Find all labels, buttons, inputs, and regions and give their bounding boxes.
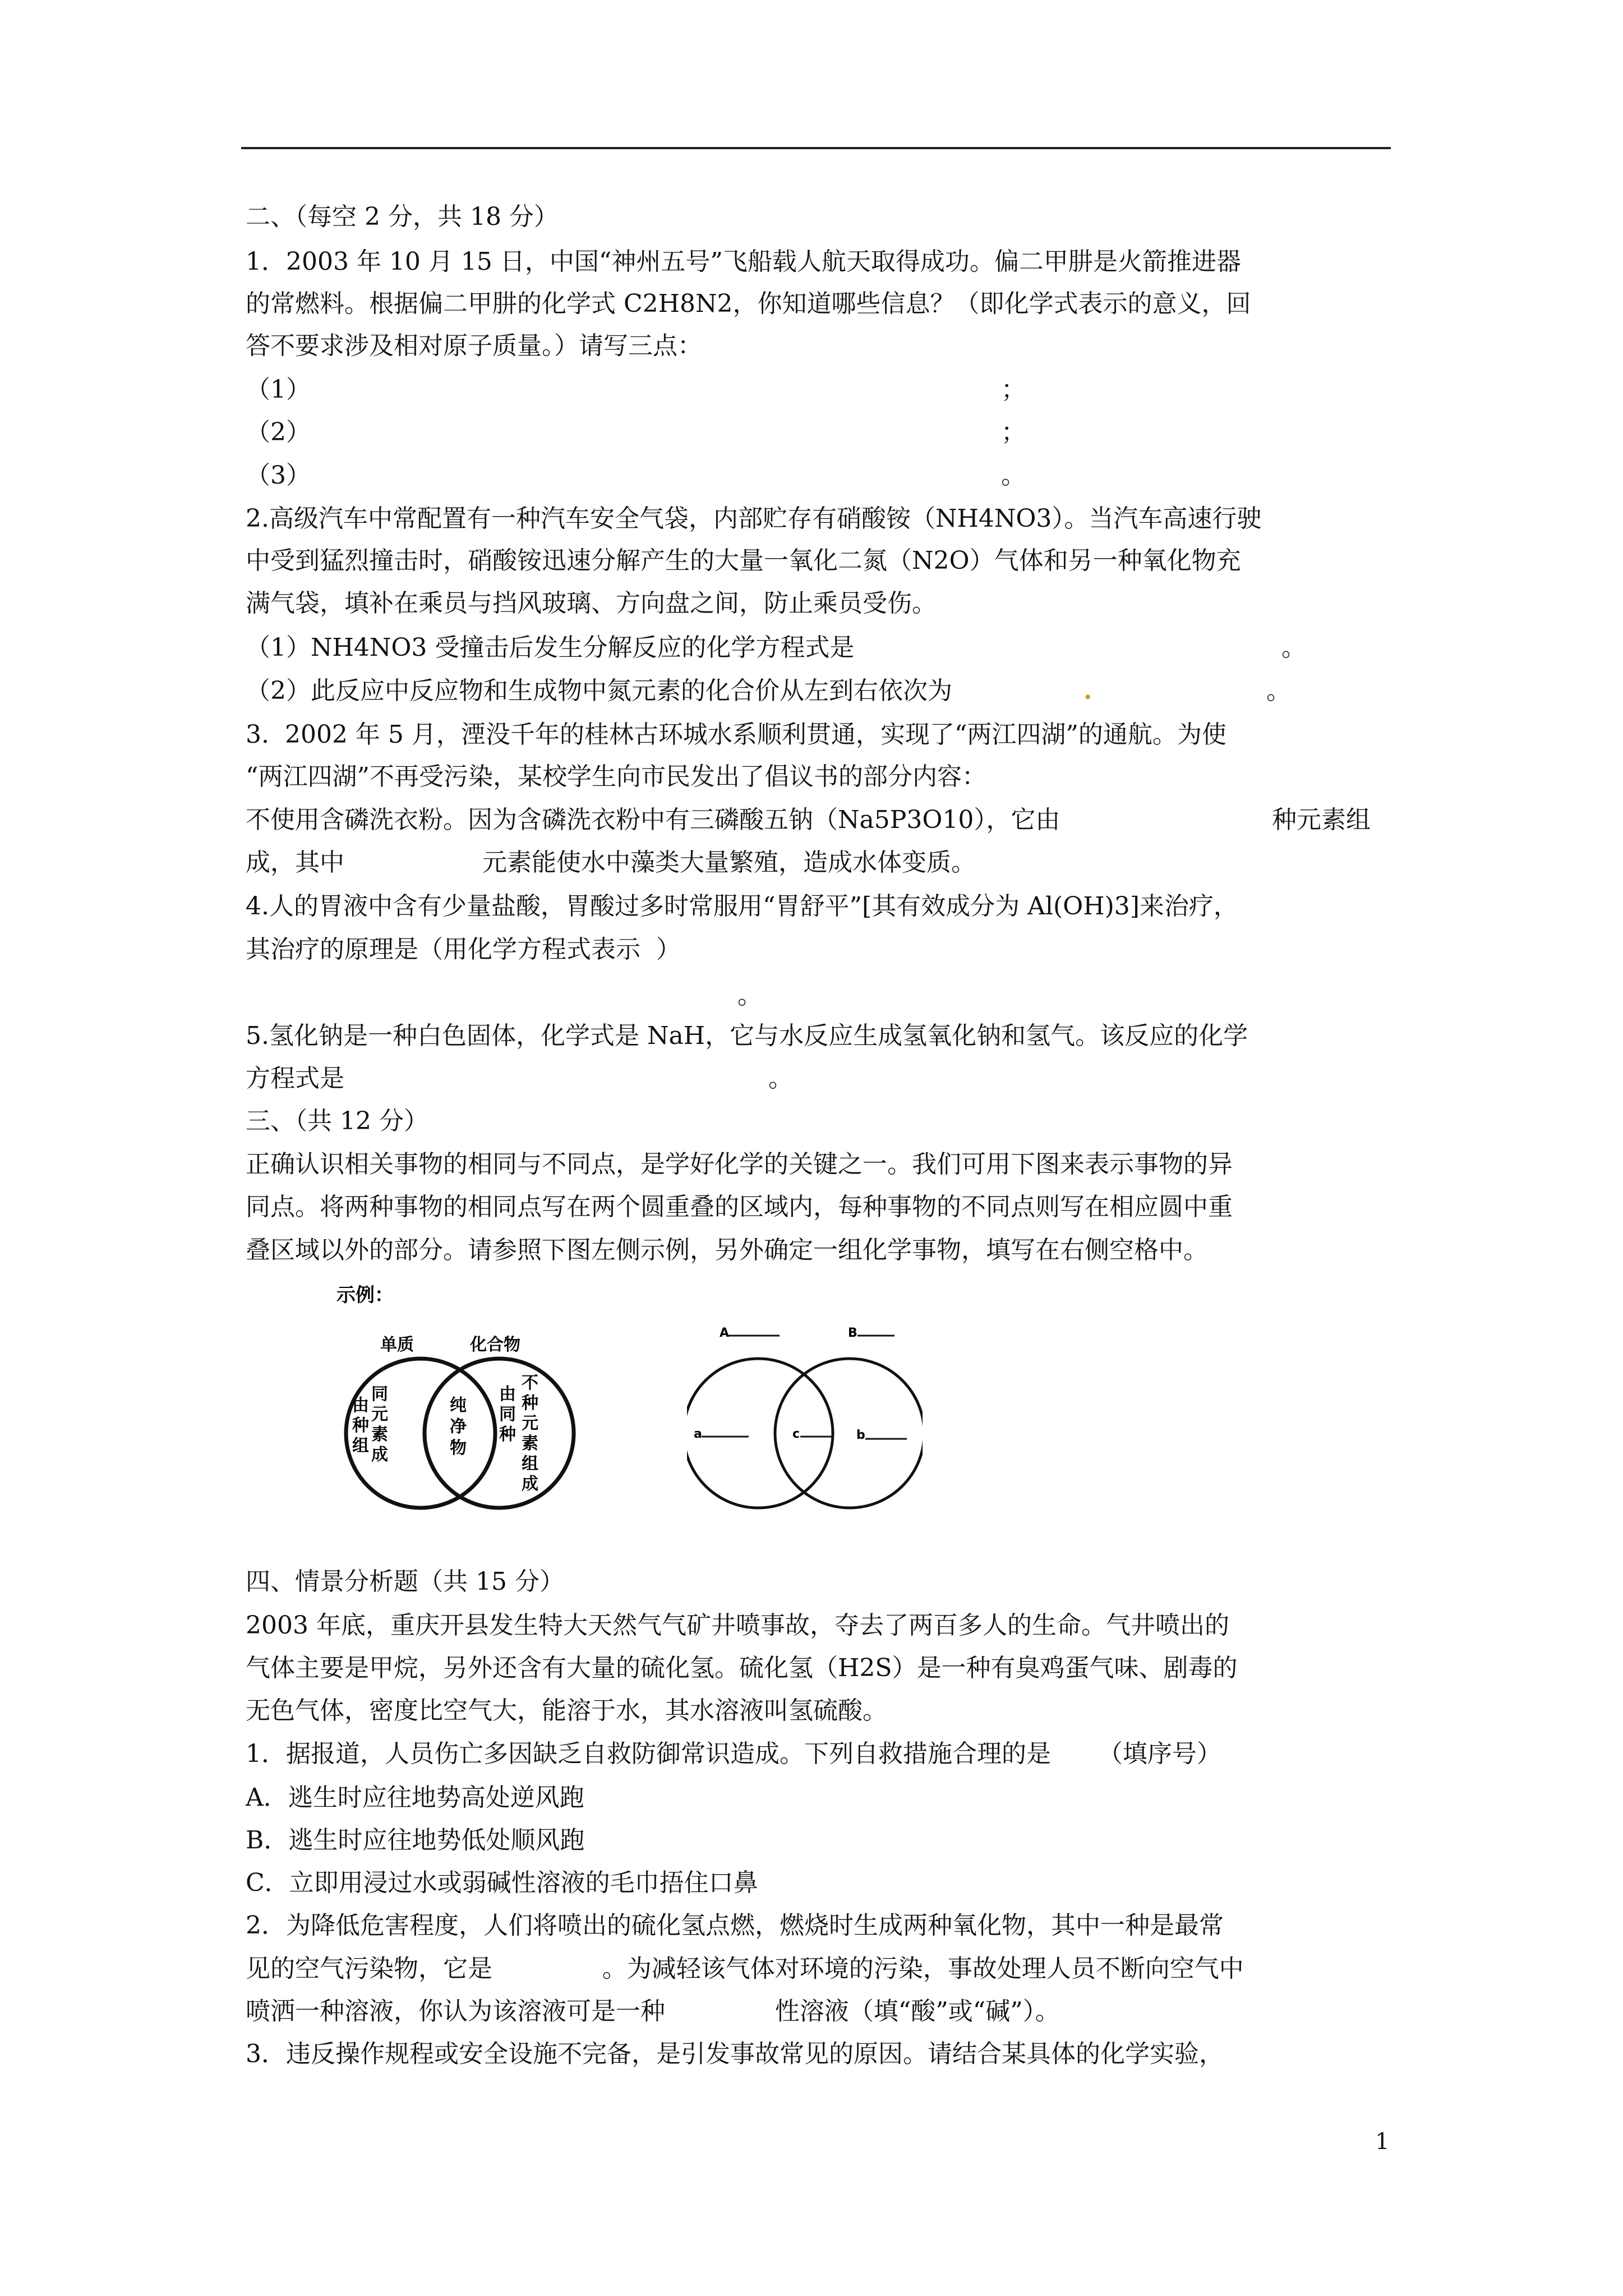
blank-right-label: b	[856, 1428, 865, 1442]
q3-line3b: 种元素组	[1272, 806, 1371, 834]
ex-middle-text: 纯净物	[450, 1396, 467, 1458]
q2-line1: 2.高级汽车中常配置有一种汽车安全气袋，内部贮存有硝酸铵（NH4NO3）。当汽车高速行驶	[246, 504, 1262, 533]
q2-line2: 中受到猛烈撞击时，硝酸铵迅速分解产生的大量一氧化二氮（N2O）气体和另一种氧化物充	[246, 546, 1241, 575]
ex-left-c1: 由种组	[352, 1396, 369, 1456]
q1-blank1-label: （1）	[246, 375, 311, 404]
blank-venn-diagram	[687, 1321, 923, 1534]
q1-blank1-end: ；	[1001, 375, 1026, 404]
example-right-label: 化合物	[470, 1335, 520, 1355]
q3-line4a: 成，其中	[246, 848, 344, 877]
q1-blank2-label: （2）	[246, 418, 311, 447]
s4-para-line3: 无色气体，密度比空气大，能溶于水，其水溶液叫氢硫酸。	[246, 1696, 887, 1725]
q5-line2-end: 。	[768, 1064, 793, 1093]
s4-q2-line1: 2．为降低危害程度，人们将喷出的硫化氢点燃，燃烧时生成两种氧化物，其中一种是最常	[246, 1911, 1224, 1940]
q1-blank3-label: （3）	[246, 461, 311, 490]
s4-para-line2: 气体主要是甲烷，另外还含有大量的硫化氢。硫化氢（H2S）是一种有臭鸡蛋气味、剧毒的	[246, 1654, 1238, 1682]
q2-line3: 满气袋，填补在乘员与挡风玻璃、方向盘之间，防止乘员受伤。	[246, 589, 937, 618]
q3-line4b: 元素能使水中藻类大量繁殖，造成水体变质。	[482, 848, 976, 877]
s4-q2-line2: 见的空气污染物，它是 。为减轻该气体对环境的污染，事故处理人员不断向空气中	[246, 1954, 1244, 1983]
blank-mid-label: c	[792, 1427, 800, 1441]
q3-line1: 3. 2002 年 5 月，湮没千年的桂林古环城水系顺利贯通，实现了“两江四湖”的通航。为使	[246, 720, 1227, 749]
q1-line3: 答不要求涉及相对原子质量。）请写三点：	[246, 332, 702, 360]
q5-line1: 5.氢化钠是一种白色固体，化学式是 NaH，它与水反应生成氢氧化钠和氢气。该反应的化学	[246, 1022, 1248, 1050]
section2-heading: 二、（每空 2 分，共 18 分）	[246, 203, 559, 231]
example-left-label: 单质	[380, 1335, 414, 1355]
q1-line1: 1．2003 年 10 月 15 日，中国“神州五号”飞船载人航天取得成功。偏二甲肼是火箭推进器	[246, 247, 1241, 276]
s4-option-c: C．立即用浸过水或弱碱性溶液的毛巾捂住口鼻	[246, 1869, 758, 1897]
s4-para-line1: 2003 年底，重庆开县发生特大天然气气矿井喷事故，夺去了两百多人的生命。气井喷出的	[246, 1611, 1229, 1640]
s3-line1: 正确认识相关事物的相同与不同点，是学好化学的关键之一。我们可用下图来表示事物的异	[246, 1150, 1233, 1179]
ex-right-c2: 不种元素组成	[522, 1373, 538, 1494]
q4-line3-end: 。	[737, 981, 762, 1010]
q2-sub1-end: 。	[1281, 633, 1306, 662]
q2-sub2: （2）此反应中反应物和生成物中氮元素的化合价从左到右依次为	[246, 677, 952, 705]
blank-a-label: A	[720, 1326, 730, 1340]
q3-line3a: 不使用含磷洗衣粉。因为含磷洗衣粉中有三磷酸五钠（Na5P3O10），它由	[246, 806, 1061, 834]
q1-blank3-end: 。	[1001, 461, 1026, 490]
header-rule	[241, 147, 1391, 149]
s4-option-a: A．逃生时应往地势高处逆风跑	[246, 1783, 584, 1812]
page-number: 1	[1375, 2129, 1390, 2155]
q2-sub1: （1）NH4NO3 受撞击后发生分解反应的化学方程式是	[246, 633, 855, 662]
q5-line2: 方程式是	[246, 1064, 344, 1093]
example-title: 示例：	[336, 1284, 394, 1306]
section3-heading: 三、（共 12 分）	[246, 1107, 428, 1135]
q1-blank2-end: ；	[1001, 418, 1026, 447]
blank-left-label: a	[694, 1427, 702, 1441]
s4-q3-line1: 3．违反操作规程或安全设施不完备，是引发事故常见的原因。请结合某具体的化学实验，	[246, 2040, 1224, 2068]
ex-right-c1: 由同种	[499, 1384, 516, 1444]
s4-option-b: B．逃生时应往地势低处顺风跑	[246, 1826, 585, 1855]
section4-heading: 四、情景分析题（共 15 分）	[246, 1567, 564, 1596]
ex-left-c2: 同元素成	[371, 1384, 388, 1465]
s4-q1: 1．据报道，人员伤亡多因缺乏自救防御常识造成。下列自救措施合理的是 （填序号）	[246, 1740, 1221, 1768]
q4-line1: 4.人的胃液中含有少量盐酸，胃酸过多时常服用“胃舒平”[其有效成分为 Al(OH)3]来治疗，	[246, 892, 1238, 921]
s3-line3: 叠区域以外的部分。请参照下图左侧示例，另外确定一组化学事物，填写在右侧空格中。	[246, 1236, 1208, 1264]
q2-sub2-dot: .	[1083, 677, 1092, 705]
s4-q2-line3: 喷洒一种溶液，你认为该溶液可是一种 性溶液（填“酸”或“碱”）。	[246, 1997, 1060, 2026]
q3-line2: “两江四湖”不再受污染，某校学生向市民发出了倡议书的部分内容：	[246, 762, 986, 791]
blank-left-circle	[687, 1359, 833, 1508]
blank-b-label: B	[848, 1326, 857, 1340]
q1-line2: 的常燃料。根据偏二甲肼的化学式 C2H8N2，你知道哪些信息？（即化学式表示的意义，回	[246, 289, 1251, 318]
q4-line2: 其治疗的原理是（用化学方程式表示 ）	[246, 935, 681, 964]
s3-line2: 同点。将两种事物的相同点写在两个圆重叠的区域内，每种事物的不同点则写在相应圆中重	[246, 1193, 1233, 1221]
q2-sub2-end: 。	[1266, 677, 1291, 705]
